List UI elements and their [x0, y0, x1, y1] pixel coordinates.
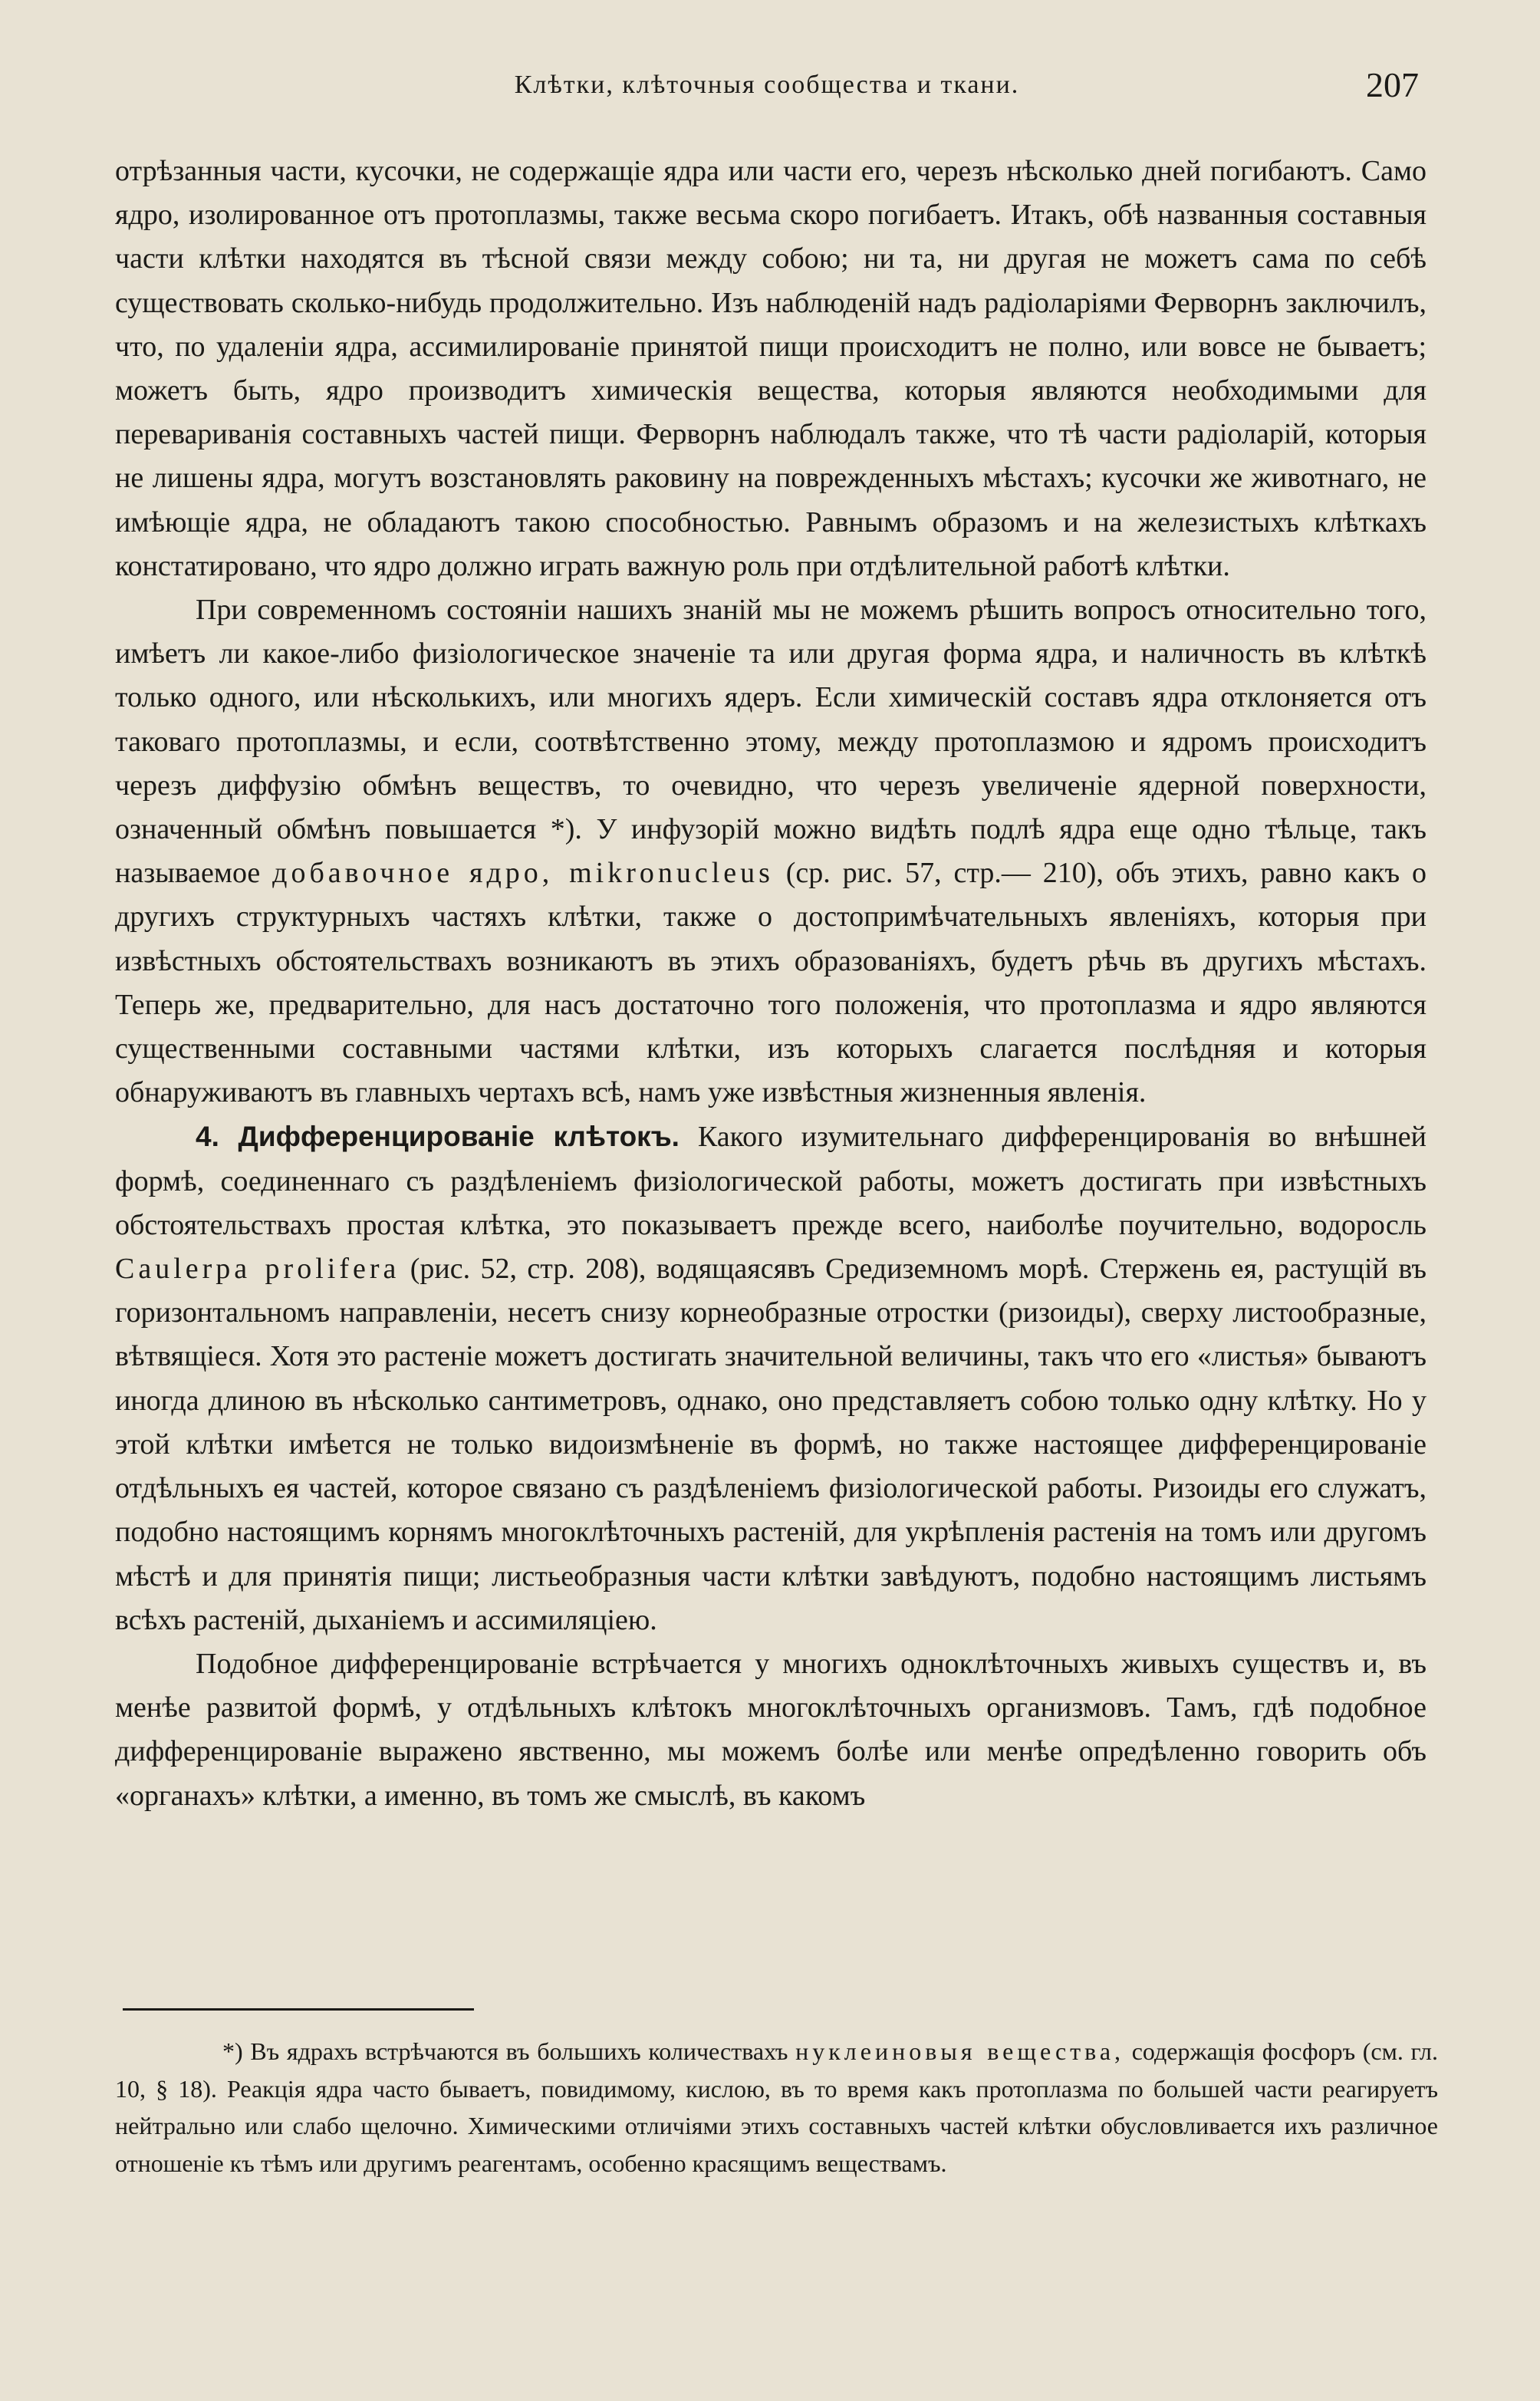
paragraph-3: [115, 1115, 1426, 1642]
paragraph-1: отрѣзанныя части, кусочки, не содержащіе ядра или части его, черезъ нѣсколько дней погибаютъ. Само ядро, изолированное отъ протоплазмы, также весьма скоро погибаетъ. Итакъ, обѣ названныя составныя части клѣтки находятся въ тѣсной связи между собою; ни та, ни другая не можетъ сама по себѣ существовать сколько-нибудь продолжительно. Изъ наблюденій надъ радіоларіями Ферворнъ заключилъ, что, по удаленіи ядра, ассимилированіе принятой пищи происходитъ не полно, или вовсе не бываетъ; можетъ быть, ядро производитъ химическія вещества, которыя являются необходимыми для переваривaнія составныхъ частей пищи. Ферворнъ наблюдалъ также, что тѣ части радіоларій, которыя не лишены ядра, могутъ возстановлять раковину на поврежденныхъ мѣстахъ; кусочки же животнаго, не имѣющіе ядра, не обладаютъ такою способностью. Равнымъ образомъ и на железистыхъ клѣткахъ констатировано, что ядро должно играть важную роль при отдѣлительной работѣ клѣтки.: [115, 155, 1426, 582]
footnote-divider: [123, 2008, 474, 2011]
paragraph-3-text-a: Какого изумительнаго дифференцированія во внѣшней формѣ, соединеннаго съ раздѣленіемъ физіологической работы, можетъ достигать при извѣстныхъ обстоятельствахъ простая клѣтка, это показываетъ прежде всего, наиболѣе поучительно, водоросль: [115, 1121, 1426, 1241]
footnote: [115, 2033, 1438, 2182]
species-name: Caulerpa prolifera: [115, 1253, 400, 1286]
paragraph-3-text-b: (рис. 52, стр. 208), водящаясявъ Средиземномъ морѣ. Стержень ея, растущій въ горизонтальномъ направленіи, несетъ снизу корнеобразные отростки (ризоиды), сверху листообразные, вѣтвящіеся. Хотя это растеніе можетъ достигать значительной величины, такъ что его «листья» бываютъ иногда длиною въ нѣсколько сантиметровъ, однако, оно представляетъ собою только одну клѣтку. Но у этой клѣтки имѣется не только видоизмѣненіе въ формѣ, но также настоящее дифференцированіе отдѣльныхъ ея частей, которое связано съ раздѣленіемъ физіологической работы. Ризоиды его служатъ, подобно настоящимъ корнямъ многоклѣточныхъ растеній, для укрѣпленія растенія на томъ или другомъ мѣстѣ и для принятія пищи; листьеобразныя части клѣтки завѣдуютъ, подобно настоящимъ листьямъ всѣхъ растеній, дыханіемъ и ассимиляціею.: [115, 1253, 1426, 1636]
running-title: Клѣтки, клѣточныя сообщества и ткани.: [514, 71, 1020, 99]
paragraph-4: Подобное дифференцированіе встрѣчается у многихъ одноклѣточныхъ живыхъ существъ и, въ менѣе развитой формѣ, у отдѣльныхъ клѣтокъ многоклѣточныхъ организмовъ. Тамъ, гдѣ подобное дифференцированіе выражено явственно, мы можемъ болѣе или менѣе опредѣленно говорить объ «органахъ» клѣтки, а именно, въ томъ же смыслѣ, въ какомъ: [115, 1647, 1426, 1812]
footnote-text-a: *) Въ ядрахъ встрѣчаются въ большихъ количествахъ: [222, 2037, 796, 2065]
footnote-text-b: содержащія фосфоръ (см. гл. 10, § 18). Реакція ядра часто бываетъ, повидимому, кислою, въ то время какъ протоплазма по большей части реагируетъ нейтрально или слабо щелочно. Химическими отличіями этихъ составныхъ частей клѣтки обусловливается ихъ различное отношеніе къ тѣмъ или другимъ реагентамъ, особенно красящимъ веществамъ.: [115, 2037, 1439, 2177]
running-head: [115, 65, 1419, 109]
term-mikronucleus: добавочное ядро, mikronucleus: [272, 857, 774, 890]
paragraph-2: [115, 588, 1426, 1115]
main-text: [115, 150, 1426, 1818]
page-number: 207: [1366, 65, 1419, 104]
paragraph-2-text-b: (ср. рис. 57, стр.— 210), объ этихъ, равно какъ о другихъ структурныхъ частяхъ клѣтки, также о достопримѣчательныхъ явленіяхъ, которыя при извѣстныхъ обстоятельствахъ возникаютъ въ этихъ образованіяхъ, будетъ рѣчь въ другихъ мѣстахъ. Теперь же, предварительно, для насъ достаточно того положенія, что протоплазма и ядро являются существенными составными частями клѣтки, изъ которыхъ слагается послѣдняя и которыя обнаруживаютъ въ главныхъ чертахъ всѣ, намъ уже извѣстныя жизненныя явленія.: [115, 857, 1426, 1109]
footnote-term: нуклеиновыя вещества,: [795, 2037, 1125, 2065]
footnote-text: [115, 2033, 1438, 2182]
section-heading: 4. Дифференцированіе клѣтокъ.: [196, 1121, 680, 1153]
paragraph-2-text-a: При современномъ состояніи нашихъ знаній мы не можемъ рѣшить вопросъ относительно того, имѣетъ ли какое-либо физіологическое значеніе та или другая форма ядра, и наличность въ клѣткѣ только одного, или нѣсколькихъ, или многихъ ядеръ. Если химическій составъ ядра отклоняется отъ таковаго протоплазмы, и если, соотвѣтственно этому, между протоплазмою и ядромъ происходитъ черезъ диффузію обмѣнъ веществъ, то очевидно, что черезъ увеличеніе ядерной поверхности, означенный обмѣнъ повышается *). У инфузорій можно видѣть подлѣ ядра еще одно тѣльце, такъ называемое: [115, 594, 1426, 890]
